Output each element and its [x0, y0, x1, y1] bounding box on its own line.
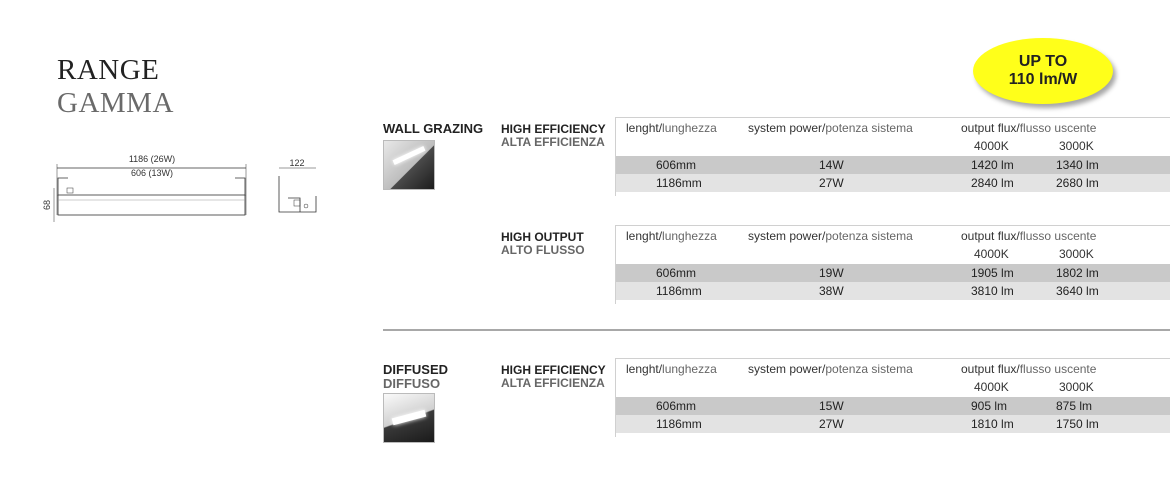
page-subtitle: GAMMA	[57, 87, 174, 119]
dim-long-label: 1186 (26W)	[128, 154, 176, 164]
dim-depth-label: 122	[289, 158, 305, 168]
column-4000k: 4000K	[974, 139, 1009, 153]
column-flux: output flux/flusso uscente	[961, 229, 1097, 243]
category-diffused	[383, 363, 448, 391]
category-label: DIFFUSED	[383, 362, 448, 377]
column-3000k: 3000K	[1059, 380, 1094, 394]
column-4000k: 4000K	[974, 247, 1009, 261]
spec-table-wall-grazing-efficiency	[615, 117, 1170, 196]
category-sublabel: DIFFUSO	[383, 376, 441, 391]
column-length: lenght/lunghezza	[626, 121, 717, 135]
table-row: 1186mm 27W 1810 lm 1750 lm	[616, 415, 1170, 433]
dim-height-label: 68	[42, 199, 52, 211]
column-power: system power/potenza sistema	[748, 362, 913, 376]
wall-grazing-thumbnail	[383, 140, 435, 190]
efficiency-badge	[973, 38, 1113, 104]
column-power: system power/potenza sistema	[748, 121, 913, 135]
spec-table-diffused-efficiency	[615, 358, 1170, 437]
column-flux: output flux/flusso uscente	[961, 121, 1097, 135]
table-header-high-efficiency: HIGH EFFICIENCY ALTA EFFICIENZA	[501, 122, 606, 149]
table-row: 606mm 14W 1420 lm 1340 lm	[616, 156, 1170, 174]
column-length: lenght/lunghezza	[626, 362, 717, 376]
spec-table-wall-grazing-output	[615, 225, 1170, 304]
badge-line2: 110 lm/W	[1008, 71, 1078, 88]
product-dimension-drawing	[0, 0, 340, 240]
column-3000k: 3000K	[1059, 139, 1094, 153]
column-4000k: 4000K	[974, 380, 1009, 394]
diffused-thumbnail	[383, 393, 435, 443]
column-flux: output flux/flusso uscente	[961, 362, 1097, 376]
table-row: 606mm 15W 905 lm 875 lm	[616, 397, 1170, 415]
column-power: system power/potenza sistema	[748, 229, 913, 243]
column-3000k: 3000K	[1059, 247, 1094, 261]
section-divider	[383, 329, 1170, 331]
table-row: 1186mm 27W 2840 lm 2680 lm	[616, 174, 1170, 192]
badge-line1: UP TO	[1018, 53, 1068, 70]
table-header-high-output: HIGH OUTPUT ALTO FLUSSO	[501, 230, 585, 257]
dim-short-label: 606 (13W)	[130, 168, 174, 178]
column-length: lenght/lunghezza	[626, 229, 717, 243]
table-row: 606mm 19W 1905 lm 1802 lm	[616, 264, 1170, 282]
table-row: 1186mm 38W 3810 lm 3640 lm	[616, 282, 1170, 300]
table-header-diffused-high-efficiency: HIGH EFFICIENCY ALTA EFFICIENZA	[501, 363, 606, 390]
category-label: WALL GRAZING	[383, 121, 484, 136]
category-wall-grazing	[383, 122, 483, 136]
page-title: RANGE	[57, 54, 160, 86]
